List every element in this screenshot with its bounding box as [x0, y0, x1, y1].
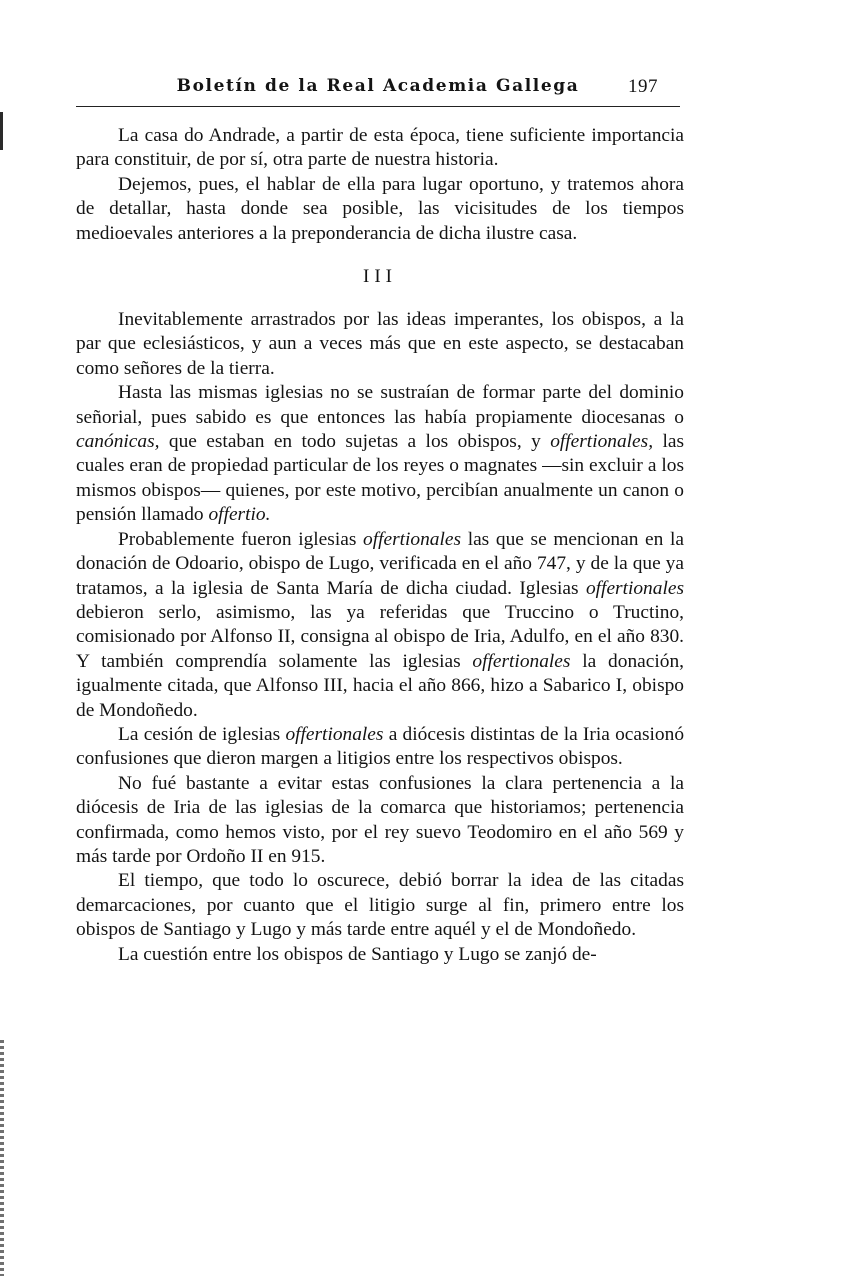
paragraph-5-text-3: debieron serlo, asimismo, las ya referidas que Truccino o Tructino, comisionado por Alfonso II, consigna al obispo de Iria, Adulfo, en el año 830. Y también comprendía solamente las iglesias [76, 601, 684, 672]
page-header [76, 70, 680, 107]
scan-edge-mark [0, 112, 3, 150]
paragraph-1: La casa do Andrade, a partir de esta época, tiene suficiente importancia para constituir, de por sí, otra parte de nuestra historia. [76, 125, 684, 171]
paragraph-4-text-3: las cuales eran de propiedad particular de los reyes o magnates —sin excluir a los mismos obispos— quienes, por este motivo, percibían anualmente un canon o pensión llamado [76, 431, 684, 526]
paragraph-6-text-1: La cesión de iglesias [118, 723, 286, 745]
paragraph-9: La cuestión entre los obispos de Santiago y Lugo se zanjó de- [118, 943, 597, 965]
paragraph-5-text-2: las que se mencionan en la donación de Odoario, obispo de Lugo, verificada en el año 747, y de la que ya tratamos, a la iglesia de Santa María de dicha ciudad. Iglesias [76, 528, 684, 599]
paragraph-5-text-1: Probablemente fueron iglesias [118, 528, 364, 550]
paragraph-4-text-1: Hasta las mismas iglesias no se sustraían de formar parte del dominio señorial, pues sabido es que entonces las había propiamente diocesanas o [76, 382, 684, 428]
term-offertionales: offertionales, [550, 431, 654, 453]
term-canonicas: canónicas, [76, 431, 160, 453]
running-title: Boletín de la Real Academia Gallega [176, 76, 580, 96]
paragraph-4-text-2: que estaban en todo sujetas a los obispos, y [159, 431, 551, 453]
term-offertionales: offertionales [285, 723, 384, 745]
term-offertionales: offertionales [472, 650, 571, 672]
paragraph-4 [76, 381, 684, 527]
term-offertio: offertio. [208, 504, 271, 526]
section-heading: III [363, 266, 397, 288]
page-number: 197 [628, 76, 658, 97]
paragraph-3: Inevitablemente arrastrados por las ideas imperantes, los obispos, a la par que eclesiásticos, y aun a veces más que en este aspecto, se destacaban como señores de la tierra. [76, 309, 684, 379]
term-offertionales: offertionales [585, 577, 684, 599]
paragraph-6 [76, 723, 684, 772]
paragraph-5-text-4: la donación, igualmente citada, que Alfonso III, hacia el año 866, hizo a Sabarico I, obispo de Mondoñedo. [76, 650, 684, 721]
scan-edge-binding [0, 1040, 4, 1276]
term-offertionales: offertionales [363, 528, 462, 550]
paragraph-7: No fué bastante a evitar estas confusiones la clara pertenencia a la diócesis de Iria de las iglesias de la comarca que historiamos; pertenencia confirmada, como hemos visto, por el rey suevo Teodomiro en el año 569 y más tarde por Ordoño II en 915. [76, 772, 684, 867]
paragraph-5 [76, 528, 684, 723]
paragraph-6-text-2: a diócesis distintas de la Iria ocasionó confusiones que dieron margen a litigios entre los respectivos obispos. [76, 723, 685, 770]
body-text [76, 124, 684, 967]
paragraph-2: Dejemos, pues, el hablar de ella para lugar oportuno, y tratemos ahora de detallar, hasta donde sea posible, las vicisitudes de los tiempos medioevales anteriores a la preponderancia de dicha ilustre casa. [76, 173, 684, 244]
paragraph-8: El tiempo, que todo lo oscurece, debió borrar la idea de las citadas demarcaciones, por cuanto que el litigio surge al fin, primero entre los obispos de Santiago y Lugo y más tarde entre aquél y el de Mondoñedo. [76, 870, 684, 941]
